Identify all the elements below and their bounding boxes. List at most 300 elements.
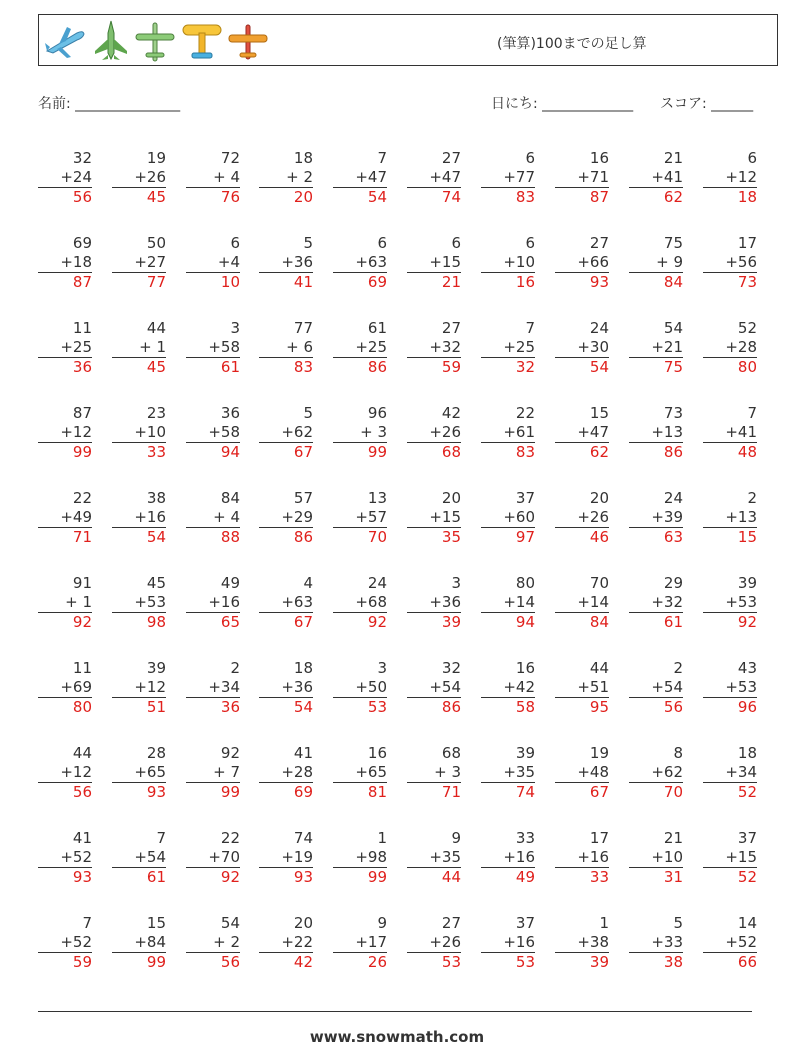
- score-field: スコア: ______: [660, 96, 754, 112]
- first-addend: 16: [589, 149, 609, 167]
- answer: 96: [737, 698, 757, 716]
- second-addend: +65: [333, 763, 387, 783]
- second-addend: +60: [481, 508, 535, 528]
- addition-problem: [178, 234, 240, 292]
- second-addend: +10: [629, 848, 683, 868]
- first-addend: 18: [293, 659, 313, 677]
- addition-problem: [547, 574, 609, 632]
- first-addend: 11: [72, 319, 92, 337]
- addition-problem: [621, 574, 683, 632]
- second-addend: +10: [481, 253, 535, 273]
- second-addend: +54: [407, 678, 461, 698]
- addition-problem: [473, 319, 535, 377]
- first-addend: 43: [737, 659, 757, 677]
- answer: 92: [367, 613, 387, 631]
- second-addend: +22: [259, 933, 313, 953]
- second-addend: +52: [703, 933, 757, 953]
- answer: 36: [72, 358, 92, 376]
- addition-problem: [104, 149, 166, 207]
- answer: 97: [515, 528, 535, 546]
- answer: 32: [515, 358, 535, 376]
- first-addend: 1: [377, 829, 387, 847]
- answer: 52: [737, 868, 757, 886]
- second-addend: +27: [112, 253, 166, 273]
- second-addend: +34: [703, 763, 757, 783]
- addition-problem: [695, 829, 757, 887]
- first-addend: 6: [525, 234, 535, 252]
- answer: 73: [737, 273, 757, 291]
- second-addend: +15: [407, 253, 461, 273]
- first-addend: 96: [367, 404, 387, 422]
- second-addend: +38: [555, 933, 609, 953]
- second-addend: + 2: [186, 933, 240, 953]
- first-addend: 5: [303, 234, 313, 252]
- first-addend: 18: [737, 744, 757, 762]
- addition-problem: [399, 149, 461, 207]
- first-addend: 6: [451, 234, 461, 252]
- first-addend: 54: [220, 914, 240, 932]
- answer: 33: [589, 868, 609, 886]
- addition-problem: [399, 234, 461, 292]
- first-addend: 27: [589, 234, 609, 252]
- addition-problem: [547, 319, 609, 377]
- addition-problem: [251, 659, 313, 717]
- answer: 92: [72, 613, 92, 631]
- second-addend: +12: [703, 168, 757, 188]
- first-addend: 28: [146, 744, 166, 762]
- second-addend: +62: [259, 423, 313, 443]
- answer: 67: [293, 443, 313, 461]
- first-addend: 21: [663, 149, 683, 167]
- answer: 93: [589, 273, 609, 291]
- first-addend: 27: [441, 914, 461, 932]
- first-addend: 7: [156, 829, 166, 847]
- answer: 76: [220, 188, 240, 206]
- first-addend: 39: [737, 574, 757, 592]
- second-addend: + 3: [333, 423, 387, 443]
- answer: 35: [441, 528, 461, 546]
- second-addend: +47: [555, 423, 609, 443]
- answer: 83: [515, 188, 535, 206]
- first-addend: 36: [220, 404, 240, 422]
- answer: 87: [72, 273, 92, 291]
- addition-problem: [251, 744, 313, 802]
- first-addend: 7: [82, 914, 92, 932]
- addition-problem: [695, 744, 757, 802]
- first-addend: 13: [367, 489, 387, 507]
- second-addend: +36: [259, 678, 313, 698]
- answer: 61: [663, 613, 683, 631]
- first-addend: 22: [220, 829, 240, 847]
- answer: 45: [146, 358, 166, 376]
- addition-problem: [547, 744, 609, 802]
- second-addend: +12: [38, 423, 92, 443]
- addition-problem: [104, 404, 166, 462]
- addition-problem: [30, 234, 92, 292]
- answer: 67: [293, 613, 313, 631]
- second-addend: +14: [481, 593, 535, 613]
- addition-problem: [621, 319, 683, 377]
- addition-problem: [178, 744, 240, 802]
- second-addend: +10: [112, 423, 166, 443]
- addition-problem: [104, 744, 166, 802]
- first-addend: 23: [146, 404, 166, 422]
- addition-problem: [399, 489, 461, 547]
- addition-problem: [178, 319, 240, 377]
- first-addend: 6: [230, 234, 240, 252]
- first-addend: 45: [146, 574, 166, 592]
- second-addend: +69: [38, 678, 92, 698]
- answer: 94: [220, 443, 240, 461]
- second-addend: + 3: [407, 763, 461, 783]
- second-addend: +21: [629, 338, 683, 358]
- second-addend: + 1: [38, 593, 92, 613]
- second-addend: +77: [481, 168, 535, 188]
- first-addend: 2: [673, 659, 683, 677]
- addition-problem: [104, 489, 166, 547]
- second-addend: +13: [703, 508, 757, 528]
- addition-problem: [473, 149, 535, 207]
- addition-problem: [473, 829, 535, 887]
- answer: 56: [72, 783, 92, 801]
- second-addend: +36: [407, 593, 461, 613]
- answer: 77: [146, 273, 166, 291]
- addition-problem: [325, 914, 387, 972]
- second-addend: +16: [481, 848, 535, 868]
- second-addend: +66: [555, 253, 609, 273]
- first-addend: 52: [737, 319, 757, 337]
- addition-problem: [399, 914, 461, 972]
- addition-problem: [399, 574, 461, 632]
- first-addend: 7: [525, 319, 535, 337]
- addition-problem: [621, 489, 683, 547]
- first-addend: 70: [589, 574, 609, 592]
- first-addend: 19: [146, 149, 166, 167]
- first-addend: 5: [673, 914, 683, 932]
- answer: 84: [663, 273, 683, 291]
- second-addend: +26: [112, 168, 166, 188]
- addition-problem: [399, 404, 461, 462]
- answer: 99: [367, 443, 387, 461]
- addition-problem: [695, 659, 757, 717]
- addition-problem: [621, 744, 683, 802]
- first-addend: 32: [441, 659, 461, 677]
- answer: 93: [72, 868, 92, 886]
- answer: 26: [367, 953, 387, 971]
- addition-problem: [325, 404, 387, 462]
- first-addend: 2: [747, 489, 757, 507]
- addition-problem: [30, 829, 92, 887]
- addition-problem: [621, 829, 683, 887]
- first-addend: 42: [441, 404, 461, 422]
- first-addend: 44: [589, 659, 609, 677]
- first-addend: 80: [515, 574, 535, 592]
- second-addend: +30: [555, 338, 609, 358]
- answer: 65: [220, 613, 240, 631]
- addition-problem: [473, 234, 535, 292]
- first-addend: 7: [377, 149, 387, 167]
- addition-problem: [30, 914, 92, 972]
- second-addend: +35: [407, 848, 461, 868]
- answer: 63: [663, 528, 683, 546]
- addition-problem: [178, 659, 240, 717]
- second-addend: +41: [629, 168, 683, 188]
- first-addend: 20: [293, 914, 313, 932]
- first-addend: 44: [146, 319, 166, 337]
- answer: 53: [515, 953, 535, 971]
- second-addend: +58: [186, 423, 240, 443]
- addition-problem: [695, 234, 757, 292]
- answer: 74: [441, 188, 461, 206]
- first-addend: 37: [515, 489, 535, 507]
- second-addend: +53: [703, 678, 757, 698]
- answer: 62: [589, 443, 609, 461]
- first-addend: 3: [377, 659, 387, 677]
- addition-problem: [399, 659, 461, 717]
- addition-problem: [399, 744, 461, 802]
- answer: 53: [367, 698, 387, 716]
- first-addend: 19: [589, 744, 609, 762]
- second-addend: +58: [186, 338, 240, 358]
- answer: 31: [663, 868, 683, 886]
- addition-problem: [178, 404, 240, 462]
- answer: 75: [663, 358, 683, 376]
- answer: 53: [441, 953, 461, 971]
- second-addend: +17: [333, 933, 387, 953]
- answer: 36: [220, 698, 240, 716]
- second-addend: +16: [555, 848, 609, 868]
- answer: 38: [663, 953, 683, 971]
- second-addend: +24: [38, 168, 92, 188]
- answer: 66: [737, 953, 757, 971]
- second-addend: +68: [333, 593, 387, 613]
- first-addend: 20: [441, 489, 461, 507]
- addition-problem: [473, 744, 535, 802]
- answer: 86: [441, 698, 461, 716]
- answer: 99: [72, 443, 92, 461]
- second-addend: +13: [629, 423, 683, 443]
- second-addend: +52: [38, 848, 92, 868]
- addition-problem: [30, 574, 92, 632]
- answer: 86: [293, 528, 313, 546]
- addition-problem: [178, 914, 240, 972]
- addition-problem: [104, 319, 166, 377]
- answer: 56: [72, 188, 92, 206]
- first-addend: 68: [441, 744, 461, 762]
- answer: 94: [515, 613, 535, 631]
- second-addend: +18: [38, 253, 92, 273]
- first-addend: 87: [72, 404, 92, 422]
- addition-problem: [621, 234, 683, 292]
- second-addend: +25: [481, 338, 535, 358]
- first-addend: 17: [737, 234, 757, 252]
- addition-problem: [621, 149, 683, 207]
- second-addend: +71: [555, 168, 609, 188]
- addition-problem: [30, 319, 92, 377]
- second-addend: +41: [703, 423, 757, 443]
- addition-problem: [621, 404, 683, 462]
- second-addend: +26: [407, 423, 461, 443]
- second-addend: +42: [481, 678, 535, 698]
- second-addend: +28: [259, 763, 313, 783]
- addition-problem: [104, 914, 166, 972]
- addition-problem: [325, 744, 387, 802]
- second-addend: +50: [333, 678, 387, 698]
- answer: 20: [293, 188, 313, 206]
- first-addend: 15: [589, 404, 609, 422]
- addition-problem: [695, 489, 757, 547]
- first-addend: 27: [441, 149, 461, 167]
- second-addend: +28: [703, 338, 757, 358]
- addition-problem: [547, 914, 609, 972]
- second-addend: +70: [186, 848, 240, 868]
- worksheet-title: (筆算)100までの足し算: [497, 36, 647, 52]
- answer: 56: [220, 953, 240, 971]
- first-addend: 39: [146, 659, 166, 677]
- addition-problem: [178, 489, 240, 547]
- second-addend: +53: [703, 593, 757, 613]
- answer: 41: [293, 273, 313, 291]
- second-addend: +14: [555, 593, 609, 613]
- answer: 45: [146, 188, 166, 206]
- first-addend: 11: [72, 659, 92, 677]
- answer: 33: [146, 443, 166, 461]
- first-addend: 27: [441, 319, 461, 337]
- first-addend: 29: [663, 574, 683, 592]
- addition-problem: [325, 489, 387, 547]
- addition-problem: [325, 234, 387, 292]
- name-field: 名前: _______________: [38, 96, 181, 112]
- answer: 93: [146, 783, 166, 801]
- addition-problem: [325, 659, 387, 717]
- second-addend: +15: [407, 508, 461, 528]
- answer: 61: [146, 868, 166, 886]
- first-addend: 44: [72, 744, 92, 762]
- second-addend: +16: [186, 593, 240, 613]
- addition-problem: [251, 829, 313, 887]
- second-addend: +12: [112, 678, 166, 698]
- answer: 68: [441, 443, 461, 461]
- second-addend: +29: [259, 508, 313, 528]
- addition-problem: [104, 659, 166, 717]
- answer: 52: [737, 783, 757, 801]
- answer: 99: [146, 953, 166, 971]
- first-addend: 7: [747, 404, 757, 422]
- second-addend: +57: [333, 508, 387, 528]
- answer: 10: [220, 273, 240, 291]
- addition-problem: [251, 234, 313, 292]
- second-addend: +26: [555, 508, 609, 528]
- addition-problem: [325, 319, 387, 377]
- second-addend: +34: [186, 678, 240, 698]
- addition-problem: [30, 489, 92, 547]
- answer: 83: [515, 443, 535, 461]
- addition-problem: [104, 574, 166, 632]
- answer: 99: [220, 783, 240, 801]
- addition-problem: [251, 914, 313, 972]
- second-addend: +63: [333, 253, 387, 273]
- answer: 69: [367, 273, 387, 291]
- second-addend: +65: [112, 763, 166, 783]
- addition-problem: [399, 319, 461, 377]
- answer: 84: [589, 613, 609, 631]
- answer: 61: [220, 358, 240, 376]
- answer: 80: [72, 698, 92, 716]
- first-addend: 17: [589, 829, 609, 847]
- second-addend: +54: [629, 678, 683, 698]
- first-addend: 32: [72, 149, 92, 167]
- first-addend: 9: [451, 829, 461, 847]
- second-addend: +49: [38, 508, 92, 528]
- addition-problem: [621, 659, 683, 717]
- addition-problem: [30, 149, 92, 207]
- addition-problem: [547, 404, 609, 462]
- first-addend: 3: [451, 574, 461, 592]
- addition-problem: [178, 829, 240, 887]
- addition-problem: [251, 574, 313, 632]
- first-addend: 41: [293, 744, 313, 762]
- addition-problem: [695, 149, 757, 207]
- first-addend: 50: [146, 234, 166, 252]
- first-addend: 61: [367, 319, 387, 337]
- second-addend: + 9: [629, 253, 683, 273]
- second-addend: +4: [186, 253, 240, 273]
- answer: 54: [146, 528, 166, 546]
- addition-problem: [104, 234, 166, 292]
- second-addend: +25: [38, 338, 92, 358]
- second-addend: + 6: [259, 338, 313, 358]
- addition-problem: [621, 914, 683, 972]
- first-addend: 1: [599, 914, 609, 932]
- addition-problem: [547, 659, 609, 717]
- addition-problem: [251, 489, 313, 547]
- second-addend: +54: [112, 848, 166, 868]
- answer: 69: [293, 783, 313, 801]
- addition-problem: [325, 149, 387, 207]
- first-addend: 15: [146, 914, 166, 932]
- second-addend: +33: [629, 933, 683, 953]
- footer-divider: [38, 1011, 752, 1012]
- answer: 92: [737, 613, 757, 631]
- answer: 70: [367, 528, 387, 546]
- second-addend: + 2: [259, 168, 313, 188]
- second-addend: +61: [481, 423, 535, 443]
- second-addend: +84: [112, 933, 166, 953]
- second-addend: + 4: [186, 168, 240, 188]
- addition-problem: [325, 574, 387, 632]
- addition-problem: [547, 829, 609, 887]
- first-addend: 22: [72, 489, 92, 507]
- second-addend: + 1: [112, 338, 166, 358]
- first-addend: 75: [663, 234, 683, 252]
- answer: 51: [146, 698, 166, 716]
- answer: 44: [441, 868, 461, 886]
- second-addend: +16: [112, 508, 166, 528]
- addition-problem: [30, 404, 92, 462]
- first-addend: 2: [230, 659, 240, 677]
- answer: 86: [367, 358, 387, 376]
- first-addend: 91: [72, 574, 92, 592]
- answer: 99: [367, 868, 387, 886]
- first-addend: 6: [525, 149, 535, 167]
- addition-problem: [251, 149, 313, 207]
- second-addend: +62: [629, 763, 683, 783]
- answer: 39: [589, 953, 609, 971]
- second-addend: +98: [333, 848, 387, 868]
- answer: 39: [441, 613, 461, 631]
- first-addend: 4: [303, 574, 313, 592]
- second-addend: + 4: [186, 508, 240, 528]
